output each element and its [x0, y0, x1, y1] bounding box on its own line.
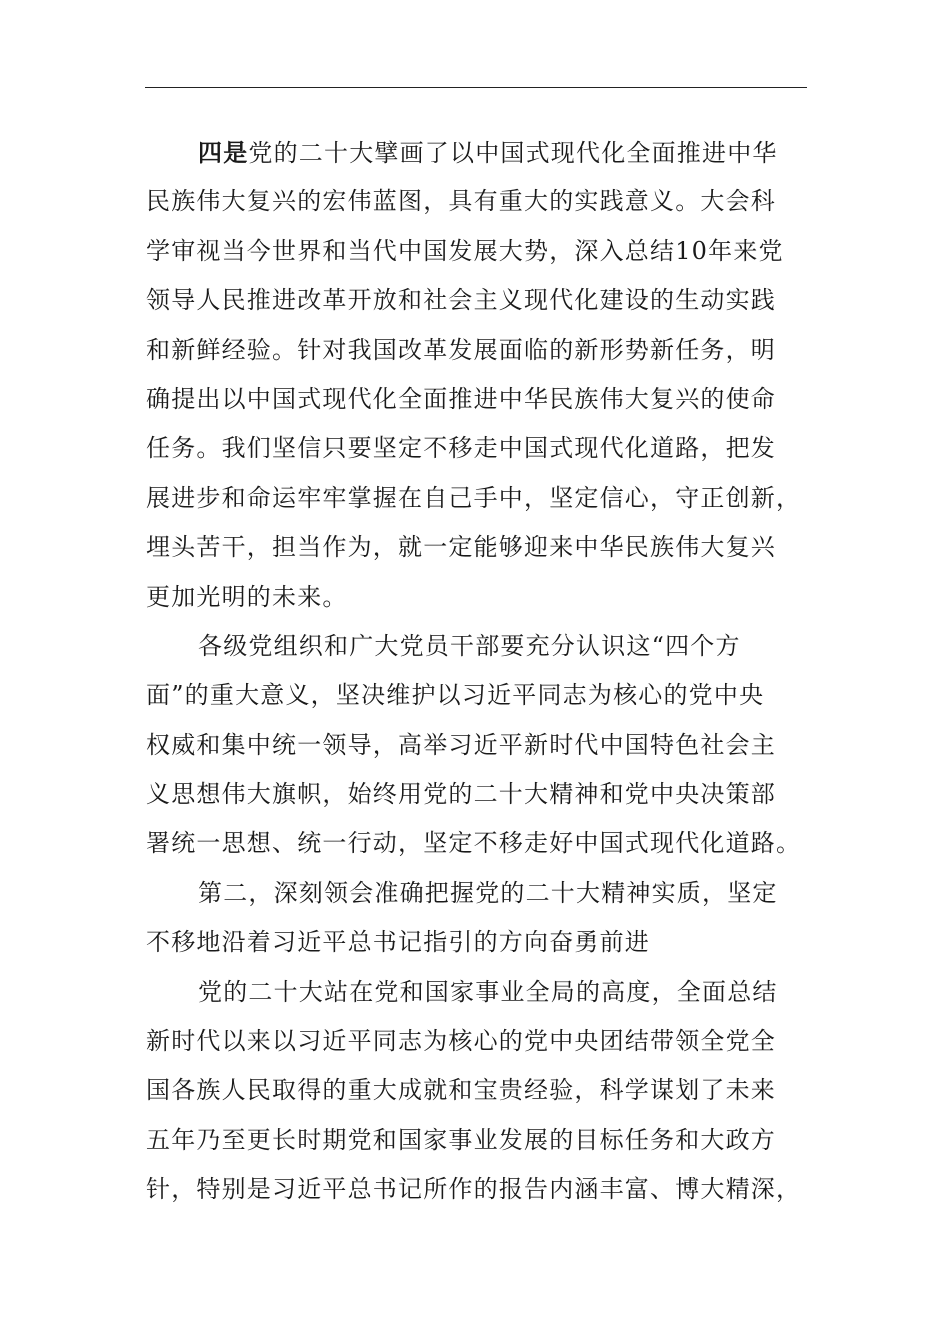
paragraph-line: 展进步和命运牢牢掌握在自己手中，坚定信心，守正创新，	[146, 483, 802, 512]
section-heading-line: 第二，深刻领会准确把握党的二十大精神实质，坚定	[198, 878, 778, 907]
paragraph-line: 埋头苦干，担当作为，就一定能够迎来中华民族伟大复兴	[146, 533, 776, 562]
document-body	[146, 128, 806, 1215]
paragraph-line: 确提出以中国式现代化全面推进中华民族伟大复兴的使命	[146, 384, 776, 413]
paragraph-line: 新时代以来以习近平同志为核心的党中央团结带领全党全	[146, 1027, 776, 1056]
paragraph-line: 权威和集中统一领导，高举习近平新时代中国特色社会主	[146, 730, 776, 759]
paragraph-lead: 四是	[198, 138, 249, 167]
paragraph-line: 和新鲜经验。针对我国改革发展面临的新形势新任务，明	[146, 335, 776, 364]
paragraph-line: 民族伟大复兴的宏伟蓝图，具有重大的实践意义。大会科	[146, 187, 776, 216]
section-heading-line: 不移地沿着习近平总书记指引的方向奋勇前进	[146, 928, 650, 957]
paragraph-line: 各级党组织和广大党员干部要充分认识这“四个方	[198, 631, 741, 660]
paragraph-line: 党的二十大站在党和国家事业全局的高度，全面总结	[198, 977, 778, 1006]
paragraph-line: 领导人民推进改革开放和社会主义现代化建设的生动实践	[146, 286, 776, 315]
line-text: 党的二十大擘画了以中国式现代化全面推进中华	[248, 139, 778, 167]
paragraph-line: 国各族人民取得的重大成就和宝贵经验，科学谋划了未来	[146, 1076, 776, 1105]
paragraph-line	[146, 128, 806, 177]
paragraph-line: 学审视当今世界和当代中国发展大势，深入总结10年来党	[146, 236, 784, 265]
header-rule	[145, 87, 807, 88]
paragraph-line: 署统一思想、统一行动，坚定不移走好中国式现代化道路。	[146, 829, 802, 858]
paragraph-line: 五年乃至更长时期党和国家事业发展的目标任务和大政方	[146, 1125, 776, 1154]
paragraph-line: 任务。我们坚信只要坚定不移走中国式现代化道路，把发	[146, 434, 776, 463]
paragraph-line: 更加光明的未来。	[146, 582, 348, 611]
paragraph-line: 面”的重大意义，坚决维护以习近平同志为核心的党中央	[146, 681, 765, 710]
paragraph-line: 针，特别是习近平总书记所作的报告内涵丰富、博大精深，	[146, 1175, 802, 1204]
paragraph-line: 义思想伟大旗帜，始终用党的二十大精神和党中央决策部	[146, 780, 776, 809]
